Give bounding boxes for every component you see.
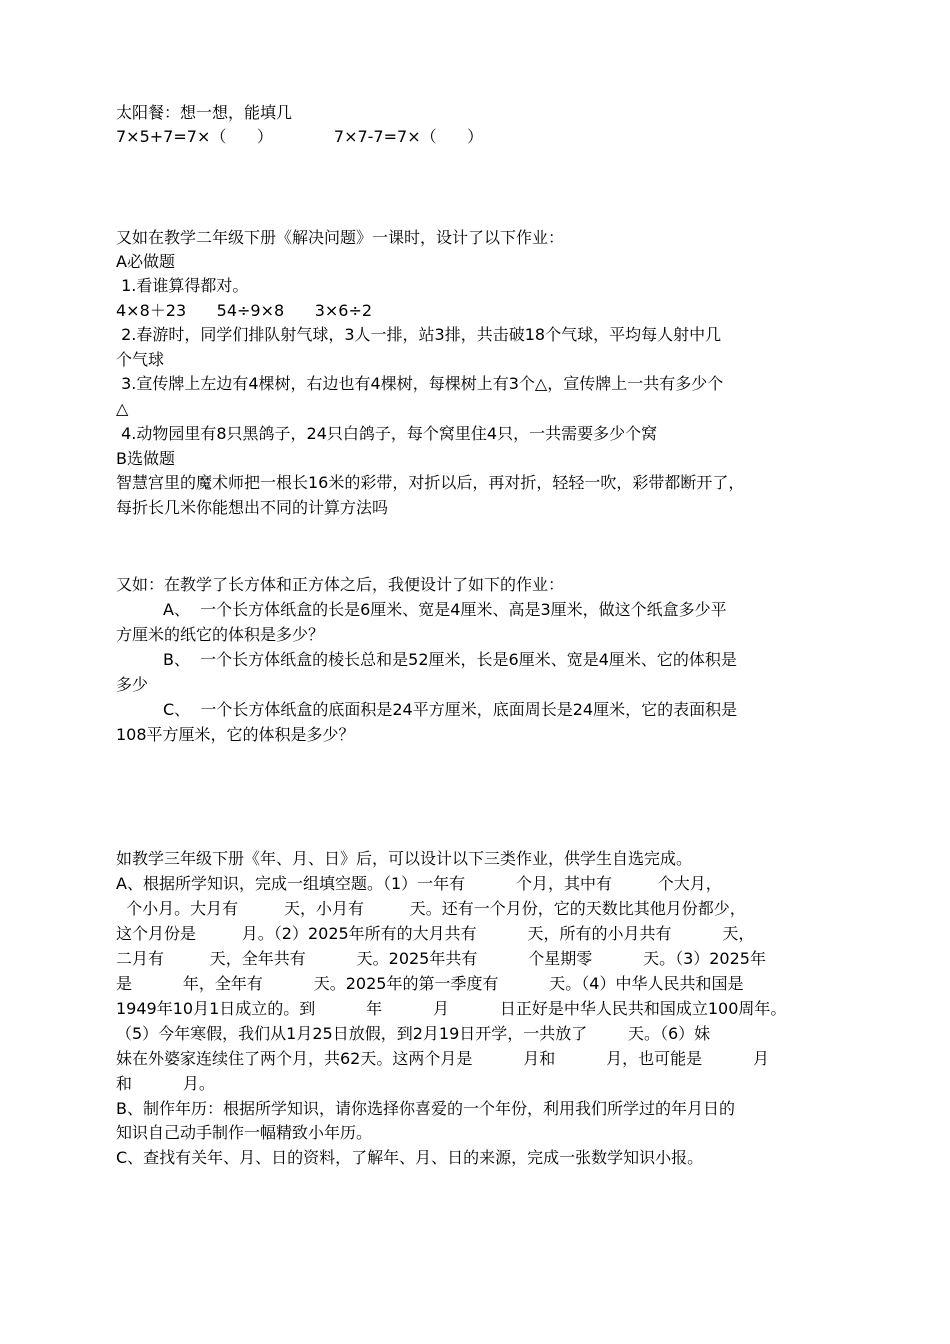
text-line: 1949年10月1日成立的。到 年 月 日正好是中华人民共和国成立100周年。 xyxy=(116,999,787,1018)
text-line: 个小月。大月有 天，小月有 天。还有一个月份，它的天数比其他月份都少， xyxy=(116,899,746,918)
text-line: 如教学三年级下册《年、月、日》后，可以设计以下三类作业，供学生自选完成。 xyxy=(116,849,693,868)
text-line: 智慧宫里的魔术师把一根长16米的彩带，对折以后，再对折，轻轻一吹，彩带都断开了， xyxy=(116,473,745,492)
text-line: 1.看谁算得都对。 xyxy=(116,276,249,295)
text-line: C、查找有关年、月、日的资料，了解年、月、日的来源，完成一张数学知识小报。 xyxy=(116,1148,704,1167)
text-line: 多少 xyxy=(116,675,149,694)
text-line: 二月有 天，全年共有 天。2025年共有 个星期零 天。（3）2025年 xyxy=(116,949,766,968)
text-line: 7×5+7=7×（ ） 7×7-7=7×（ ） xyxy=(116,127,484,146)
text-line: 太阳餐：想一想，能填几 xyxy=(116,103,293,122)
text-line: 知识自己动手制作一幅精致小年历。 xyxy=(116,1123,373,1142)
text-line: 108平方厘米，它的体积是多少？ xyxy=(116,725,355,744)
text-line: 是 年，全年有 天。2025年的第一季度有 天。（4）中华人民共和国是 xyxy=(116,974,744,993)
text-line: A、根据所学知识，完成一组填空题。（1）一年有 个月，其中有 个大月， xyxy=(116,874,722,893)
text-line: 3.宣传牌上左边有4棵树，右边也有4棵树，每棵树上有3个△，宣传牌上一共有多少个 xyxy=(116,374,724,393)
text-line: 又如：在教学了长方体和正方体之后，我便设计了如下的作业： xyxy=(116,575,565,594)
text-line: C、 一个长方体纸盒的底面积是24平方厘米，底面周长是24厘米，它的表面积是 xyxy=(163,700,738,719)
text-line: 每折长几米你能想出不同的计算方法吗 xyxy=(116,498,389,517)
text-line: B、制作年历：根据所学知识，请你选择你喜爱的一个年份，利用我们所学过的年月日的 xyxy=(116,1099,735,1118)
text-line: B选做题 xyxy=(116,449,175,468)
text-line: △ xyxy=(116,399,129,418)
text-line: 方厘米的纸它的体积是多少？ xyxy=(116,625,325,644)
text-line: 2.春游时，同学们排队射气球，3人一排，站3排，共击破18个气球，平均每人射中几 xyxy=(116,325,722,344)
text-line: （5）今年寒假，我们从1月25日放假，到2月19日开学，一共放了 天。（6）妹 xyxy=(116,1024,711,1043)
text-line: B、 一个长方体纸盒的棱长总和是52厘米，长是6厘米、宽是4厘米、它的体积是 xyxy=(163,650,737,669)
text-line: 和 月。 xyxy=(116,1074,215,1093)
text-line: 又如在教学二年级下册《解决问题》一课时，设计了以下作业： xyxy=(116,228,565,247)
text-line: A必做题 xyxy=(116,252,175,271)
text-line: A、 一个长方体纸盒的长是6厘米、宽是4厘米、高是3厘米，做这个纸盒多少平 xyxy=(163,600,727,619)
text-line: 妹在外婆家连续住了两个月，共62天。这两个月是 月和 月，也可能是 月 xyxy=(116,1049,769,1068)
text-line: 个气球 xyxy=(116,350,165,369)
text-line: 4×8＋23 54÷9×8 3×6÷2 xyxy=(116,301,373,320)
text-line: 这个月份是 月。（2）2025年所有的大月共有 天，所有的小月共有 天， xyxy=(116,924,755,943)
text-line: 4.动物园里有8只黑鸽子，24只白鸽子，每个窝里住4只，一共需要多少个窝 xyxy=(116,424,658,443)
